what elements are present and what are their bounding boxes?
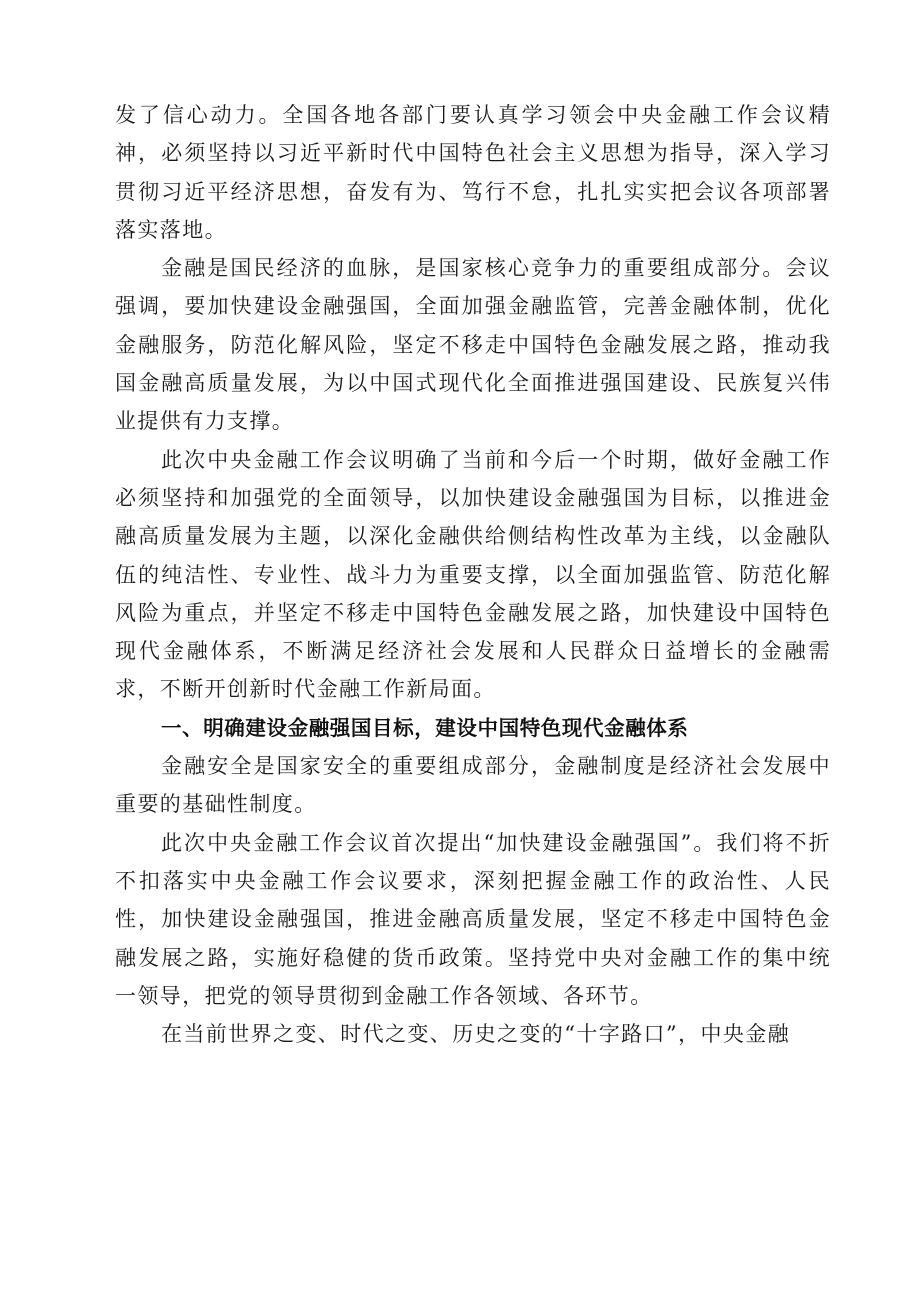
- document-body: [115, 96, 831, 1053]
- paragraph-finance-bloodline: 金融是国民经济的血脉，是国家核心竞争力的重要组成部分。会议强调，要加快建设金融强国，全面加强金融监管，完善金融体制，优化金融服务，防范化解风险，坚定不移走中国特色金融发展之路，推动我国金融高质量发展，为以中国式现代化全面推进强国建设、民族复兴伟业提供有力支撑。: [115, 256, 831, 434]
- paragraph-crossroads: 在当前世界之变、时代之变、历史之变的“十字路口”，中央金融: [161, 1022, 791, 1047]
- section-heading: 一、明确建设金融强国目标，建设中国特色现代金融体系: [161, 715, 689, 740]
- paragraph-continued: 发了信心动力。全国各地各部门要认真学习领会中央金融工作会议精神，必须坚持以习近平新时代中国特色社会主义思想为指导，深入学习贯彻习近平经济思想，奋发有为、笃行不怠，扎扎实实把会议各项部署落实落地。: [115, 103, 831, 242]
- paragraph-financial-security: 金融安全是国家安全的重要组成部分，金融制度是经济社会发展中重要的基础性制度。: [115, 754, 831, 817]
- paragraph-conference-requirements: 此次中央金融工作会议明确了当前和今后一个时期，做好金融工作必须坚持和加强党的全面领导，以加快建设金融强国为目标，以推进金融高质量发展为主题，以深化金融供给侧结构性改革为主线，以金融队伍的纯洁性、专业性、战斗力为重要支撑，以全面加强监管、防范化解风险为重点，并坚定不移走中国特色金融发展之路，加快建设中国特色现代金融体系，不断满足经济社会发展和人民群众日益增长的金融需求，不断开创新时代金融工作新局面。: [115, 447, 831, 702]
- paragraph-financial-power: 此次中央金融工作会议首次提出“加快建设金融强国”。我们将不折不扣落实中央金融工作会议要求，深刻把握金融工作的政治性、人民性，加快建设金融强国，推进金融高质量发展，坚定不移走中国特色金融发展之路，实施好稳健的货币政策。坚持党中央对金融工作的集中统一领导，把党的领导贯彻到金融工作各领域、各环节。: [115, 830, 831, 1008]
